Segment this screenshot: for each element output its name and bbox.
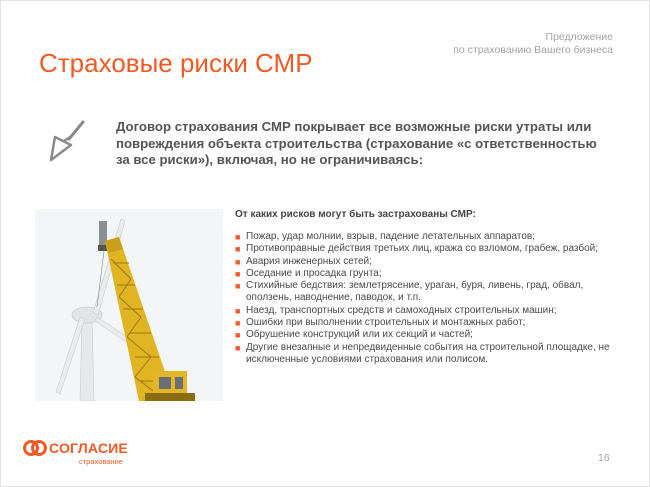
risk-item-text: Противоправные действия третьих лиц, кража со взломом, грабеж, разбой; — [246, 243, 599, 255]
list-item — [235, 280, 615, 305]
list-item — [235, 243, 615, 255]
header-subtitle — [453, 31, 613, 57]
logo-tagline: страхование — [79, 457, 123, 466]
risk-item-text: Пожар, удар молнии, взрыв, падение летательных аппаратов; — [246, 231, 536, 242]
bullet-icon: ■ — [235, 342, 241, 353]
list-item — [235, 256, 615, 268]
risk-item-text: Обрушение конструкций или их секций и частей; — [246, 329, 473, 341]
logo-mark-icon — [23, 439, 47, 457]
risk-item-text: Ошибки при выполнении строительных и монтажных работ; — [246, 317, 526, 329]
crane-photo — [35, 209, 223, 401]
page-title: Страховые риски СМР — [39, 48, 313, 78]
list-item — [235, 317, 615, 329]
list-item — [235, 329, 615, 341]
bullet-icon: ■ — [235, 318, 241, 329]
list-item — [235, 342, 615, 367]
risk-item-text: Наезд, транспортных средств и самоходных строительных машин; — [246, 304, 557, 316]
bullet-icon: ■ — [235, 330, 241, 341]
list-item — [235, 231, 615, 243]
bullet-icon: ■ — [235, 305, 241, 316]
risk-item-text: Авария инженерных сетей; — [246, 255, 372, 267]
company-logo — [23, 439, 133, 473]
bullet-icon: ■ — [235, 256, 241, 267]
bullet-icon: ■ — [235, 268, 241, 279]
risk-item-text: Другие внезапные и непредвиденные события на строительной площадке, не исключенные условиями страхования или полисом. — [246, 341, 610, 365]
risk-item-text: Оседание и просадка грунта; — [246, 267, 382, 279]
page-number: 16 — [598, 452, 610, 464]
bullet-icon: ■ — [235, 232, 241, 242]
logo-name: СОГЛАСИЕ — [49, 440, 128, 456]
list-item — [235, 268, 615, 280]
risks-heading: От каких рисков могут быть застрахованы СМР: — [235, 209, 476, 220]
trowel-icon — [47, 119, 87, 163]
risk-item-text: Стихийные бедствия: землетрясение, ураган, буря, ливень, град, обвал, оползень, наводнение, паводок, и т.п. — [246, 280, 584, 304]
header-subtitle-line1: Предложение — [545, 31, 613, 43]
risks-list — [235, 231, 615, 366]
header-subtitle-line2: по страхованию Вашего бизнеса — [453, 44, 613, 56]
bullet-icon: ■ — [235, 244, 241, 255]
list-item — [235, 305, 615, 317]
intro-text: Договор страхования СМР покрывает все возможные риски утраты или повреждения объекта строительства (страхование «с ответственностью за все риски»), включая, но не ограничиваясь: — [116, 119, 597, 167]
bullet-icon: ■ — [235, 281, 241, 292]
